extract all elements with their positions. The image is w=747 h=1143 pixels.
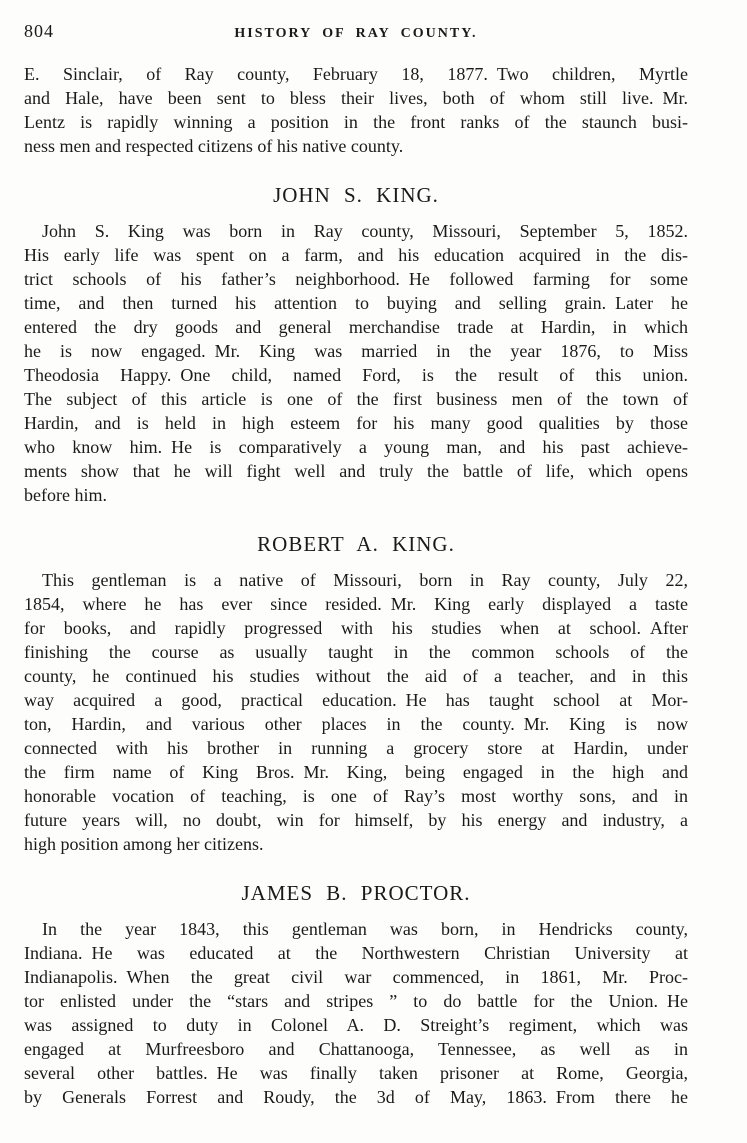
paragraph xyxy=(24,62,688,158)
text-line: way acquired a good, practical education. He has taught school at Mor- xyxy=(24,690,688,710)
running-header xyxy=(24,20,688,42)
page-body xyxy=(24,62,688,1109)
text-line: Indianapolis. When the great civil war commenced, in 1861, Mr. Proc- xyxy=(24,967,688,987)
text-line: county, he continued his studies without the aid of a teacher, and in this xyxy=(24,666,688,686)
text-line: entered the dry goods and general merchandise trade at Hardin, in which xyxy=(24,317,688,337)
text-line: several other battles. He was finally taken prisoner at Rome, Georgia, xyxy=(24,1063,688,1083)
text-line: tor enlisted under the “stars and stripes ” to do battle for the Union. He xyxy=(24,991,688,1011)
text-line: In the year 1843, this gentleman was born, in Hendricks county, xyxy=(42,919,688,939)
text-line: for books, and rapidly progressed with his studies when at school. After xyxy=(24,618,688,638)
paragraph xyxy=(24,219,688,507)
text-line: ness men and respected citizens of his native county. xyxy=(24,136,404,156)
text-line: high position among her citizens. xyxy=(24,834,264,854)
text-line: finishing the course as usually taught in the common schools of the xyxy=(24,642,688,662)
section-heading: JAMES B. PROCTOR. xyxy=(241,881,471,905)
paragraph xyxy=(24,568,688,856)
text-line: before him. xyxy=(24,485,107,505)
paragraph xyxy=(24,917,688,1109)
running-title: HISTORY OF RAY COUNTY. xyxy=(234,26,478,41)
text-line: His early life was spent on a farm, and his education acquired in the dis- xyxy=(24,245,688,265)
page-number: 804 xyxy=(24,21,54,41)
text-line: Lentz is rapidly winning a position in the front ranks of the staunch busi- xyxy=(24,112,688,132)
text-line: the firm name of King Bros. Mr. King, being engaged in the high and xyxy=(24,762,688,782)
text-line: trict schools of his father’s neighborhood. He followed farming for some xyxy=(24,269,688,289)
text-line: who know him. He is comparatively a young man, and his past achieve- xyxy=(24,437,688,457)
text-line: ton, Hardin, and various other places in the county. Mr. King is now xyxy=(24,714,688,734)
text-line: time, and then turned his attention to buying and selling grain. Later he xyxy=(24,293,688,313)
text-line: Indiana. He was educated at the Northwestern Christian University at xyxy=(24,943,688,963)
text-line: was assigned to duty in Colonel A. D. Streight’s regiment, which was xyxy=(24,1015,688,1035)
text-line: John S. King was born in Ray county, Missouri, September 5, 1852. xyxy=(42,221,688,241)
text-line: he is now engaged. Mr. King was married in the year 1876, to Miss xyxy=(24,341,688,361)
text-line: Theodosia Happy. One child, named Ford, is the result of this union. xyxy=(24,365,688,385)
text-line: This gentleman is a native of Missouri, born in Ray county, July 22, xyxy=(42,570,688,590)
text-line: The subject of this article is one of the first business men of the town of xyxy=(24,389,688,409)
text-line: Hardin, and is held in high esteem for his many good qualities by those xyxy=(24,413,688,433)
text-line: by Generals Forrest and Roudy, the 3d of May, 1863. From there he xyxy=(24,1087,688,1107)
section-heading: ROBERT A. KING. xyxy=(257,532,455,556)
text-line: 1854, where he has ever since resided. Mr. King early displayed a taste xyxy=(24,594,688,614)
section-heading: JOHN S. KING. xyxy=(273,183,439,207)
text-line: and Hale, have been sent to bless their lives, both of whom still live. Mr. xyxy=(24,88,688,108)
text-line: connected with his brother in running a grocery store at Hardin, under xyxy=(24,738,688,758)
text-line: E. Sinclair, of Ray county, February 18, 1877. Two children, Myrtle xyxy=(24,64,688,84)
text-line: honorable vocation of teaching, is one of Ray’s most worthy sons, and in xyxy=(24,786,688,806)
text-line: future years will, no doubt, win for himself, by his energy and industry, a xyxy=(24,810,688,830)
text-line: engaged at Murfreesboro and Chattanooga, Tennessee, as well as in xyxy=(24,1039,688,1059)
text-line: ments show that he will fight well and truly the battle of life, which opens xyxy=(24,461,688,481)
